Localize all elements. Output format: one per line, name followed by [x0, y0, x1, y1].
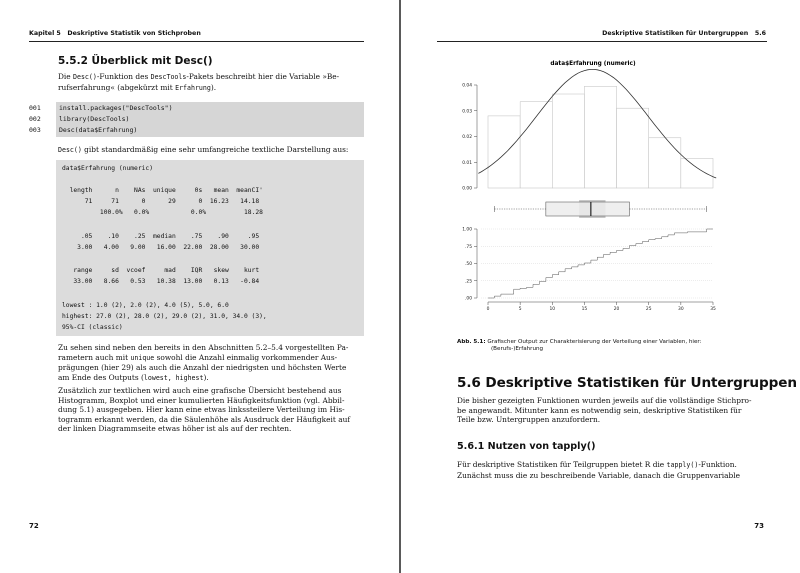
section-title-5-6: 5.6 Deskriptive Statistiken für Untergruppen	[457, 375, 797, 391]
figure-desc-plot	[451, 55, 721, 312]
paragraph-subgroups-intro: Die bisher gezeigten Funktionen wurden jeweils auf die vollständige Stichpro- be angewandt. Mitunter kann es notwendig sein, deskriptive Statistiken für Teile bzw. Untergruppen anzufordern.	[457, 396, 752, 424]
y-tick-label: 0.01	[462, 160, 472, 166]
output-line: length n NAs unique 0s mean meanCI'	[62, 187, 263, 194]
output-line: highest: 27.0 (2), 28.0 (2), 29.0 (2), 31.0, 34.0 (3),	[62, 313, 267, 320]
code-line-number: 001	[29, 104, 41, 112]
left-page	[0, 0, 399, 573]
x-tick-label: 35	[710, 307, 716, 312]
after-code-sentence: Desc() gibt standardmäßig eine sehr umfangreiche textliche Darstellung aus:	[58, 145, 349, 154]
figure-title: data$Erfahrung (numeric)	[550, 61, 636, 67]
x-tick-label: 30	[678, 307, 684, 312]
intro-paragraph: Die Desc()-Funktion des DescTools-Pakets beschreibt hier die Variable »Be- rufserfahrung« (abgekürzt mit Erfahrung).	[58, 72, 340, 92]
page-number-right: 73	[754, 522, 764, 530]
output-line: 71 71 0 29 0 16.23 14.18	[62, 198, 260, 205]
paragraph-graphic-overview: Zusätzlich zur textlichen wird auch eine grafische Übersicht bestehend aus Histogramm, Boxplot und einer kumulierten Häufigkeitsfunktion (vgl. Abbil- dung 5.1) ausgegeben. Hier kann eine etwas linkssteilere Verteilung im His- togramm erkannt werden, da die Säulenhöhe als Ausdruck der Häufigkeit auf der linken Diagrammseite etwas höher ist als auf der rechten.	[58, 386, 351, 433]
y-tick-label: 0.00	[462, 186, 472, 192]
ecdf-panel	[462, 227, 716, 312]
y-tick-label: .75	[465, 244, 472, 250]
y-tick-label: .25	[465, 279, 472, 285]
histogram-bar	[488, 116, 520, 188]
output-line: lowest : 1.0 (2), 2.0 (2), 4.0 (5), 5.0, 6.0	[62, 302, 229, 309]
output-line: data$Erfahrung (numeric)	[62, 165, 153, 172]
histogram-bar	[681, 158, 713, 188]
histogram-bar	[552, 94, 584, 188]
running-head-right: Deskriptive Statistiken für Untergruppen 5.6	[602, 30, 766, 37]
page-number-left: 72	[29, 522, 39, 530]
x-tick-label: 25	[645, 307, 652, 312]
running-head-left: Kapitel 5 Deskriptive Statistik von Stichproben	[29, 30, 201, 37]
output-line: 33.00 8.66 0.53 10.38 13.00 0.13 -0.84	[62, 278, 260, 285]
y-tick-label: 0.02	[462, 135, 472, 141]
paragraph-unique: Zu sehen sind neben den bereits in den Abschnitten 5.2–5.4 vorgestellten Pa- rametern auch mit unique sowohl die Anzahl einmalig vorkommender Aus- prägungen (hier 29) als auch die Anzahl der niedrigsten und höchsten Werte am Ende des Outputs (lowest, highest).	[58, 343, 349, 382]
output-line: .05 .10 .25 median .75 .90 .95	[62, 233, 260, 240]
box-iqr	[546, 202, 630, 216]
code-line: library(DescTools)	[59, 115, 130, 123]
y-tick-label: 0.04	[462, 83, 472, 89]
code-line-number: 002	[29, 115, 41, 123]
output-line: 100.0% 0.0% 0.0% 18.28	[62, 209, 263, 216]
right-page	[401, 0, 800, 573]
code-line-number: 003	[29, 126, 41, 134]
code-line: install.packages("DescTools")	[59, 104, 173, 112]
section-title-5-5-2: 5.5.2 Überblick mit Desc()	[58, 55, 213, 67]
y-tick-label: .50	[465, 262, 472, 268]
subsection-title-5-6-1: 5.6.1 Nutzen von tapply()	[457, 441, 596, 452]
output-line: range sd vcoef mad IQR skew kurt	[62, 267, 260, 274]
y-tick-label: .00	[465, 296, 472, 302]
x-tick-label: 15	[581, 307, 588, 312]
boxplot-panel	[494, 200, 706, 218]
header-rule	[29, 41, 364, 42]
y-tick-label: 1.00	[462, 227, 472, 233]
output-line: 3.00 4.00 9.00 16.00 22.00 28.00 30.00	[62, 244, 260, 251]
x-tick-label: 5	[518, 307, 522, 312]
y-tick-label: 0.03	[462, 109, 472, 115]
histogram-bar	[520, 102, 552, 188]
histogram-bar	[649, 138, 681, 188]
x-tick-label: 20	[613, 307, 620, 312]
histogram-bar	[617, 108, 649, 188]
x-tick-label: 0	[486, 307, 490, 312]
console-output-box	[56, 160, 364, 336]
header-rule	[437, 41, 767, 42]
x-tick-label: 10	[549, 307, 556, 312]
histogram-bar	[584, 86, 616, 188]
code-line: Desc(data$Erfahrung)	[59, 126, 138, 134]
output-line: 95%-CI (classic)	[62, 324, 123, 331]
figure-caption: Abb. 5.1: Grafischer Output zur Charakterisierung der Verteilung einer Variablen, hier: (Berufs-)Erfahrung	[457, 339, 702, 353]
histogram-panel	[462, 69, 716, 191]
paragraph-tapply: Für deskriptive Statistiken für Teilgruppen bietet R die tapply()-Funktion. Zunächst muss die zu beschreibende Variable, danach die Gruppenvariable	[457, 460, 741, 480]
